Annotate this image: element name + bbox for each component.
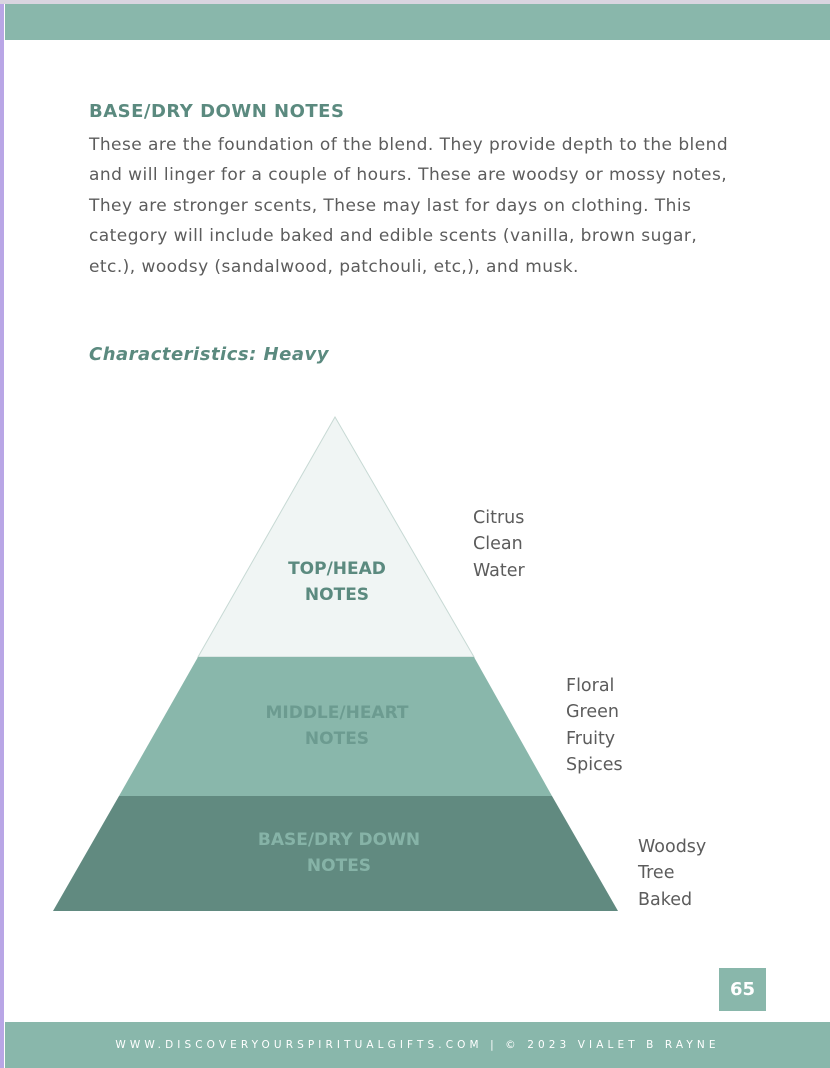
- section-body: These are the foundation of the blend. They provide depth to the blend and will linger for a couple of hours. These are woodsy or mossy notes, They are stronger scents, These may last for days on clothing. This category will include baked and edible scents (vanilla, brown sugar, etc.), woodsy (sandalwood, patchouli, etc,), and musk.: [89, 135, 729, 277]
- pyramid-tier-top: [198, 417, 474, 657]
- page-number: 65: [719, 968, 766, 1011]
- note-item: Fruity: [566, 728, 616, 749]
- tier-label-middle-line1: MIDDLE/HEART: [265, 703, 409, 723]
- note-item: Clean: [473, 534, 523, 555]
- tier-label-middle-line2: NOTES: [304, 729, 370, 749]
- tier-label-top-line1: TOP/HEAD: [288, 559, 386, 579]
- characteristics-label: Characteristics: Heavy: [89, 344, 329, 365]
- top-notes-list: [473, 505, 525, 584]
- note-item: Citrus: [473, 508, 525, 528]
- tier-label-base-line1: BASE/DRY DOWN: [257, 830, 421, 850]
- tier-label-top-line2: NOTES: [304, 585, 370, 605]
- note-item: Spices: [566, 755, 623, 776]
- note-item: Floral: [566, 676, 615, 696]
- tier-label-middle: [237, 700, 437, 752]
- section-heading: BASE/DRY DOWN NOTES: [89, 101, 345, 122]
- tier-label-base: [219, 827, 459, 879]
- note-item: Water: [473, 560, 525, 581]
- tier-label-top: [237, 556, 437, 608]
- note-item: Woodsy: [638, 837, 707, 857]
- note-item: Baked: [638, 889, 693, 910]
- tier-label-base-line2: NOTES: [306, 856, 372, 876]
- base-notes-list: [638, 834, 706, 913]
- footer-text: WWW.DISCOVERYOURSPIRITUALGIFTS.COM | © 2023 VIALET B RAYNE: [115, 1039, 720, 1051]
- middle-notes-list: [566, 673, 623, 779]
- note-item: Tree: [638, 863, 675, 884]
- note-item: Green: [566, 702, 619, 723]
